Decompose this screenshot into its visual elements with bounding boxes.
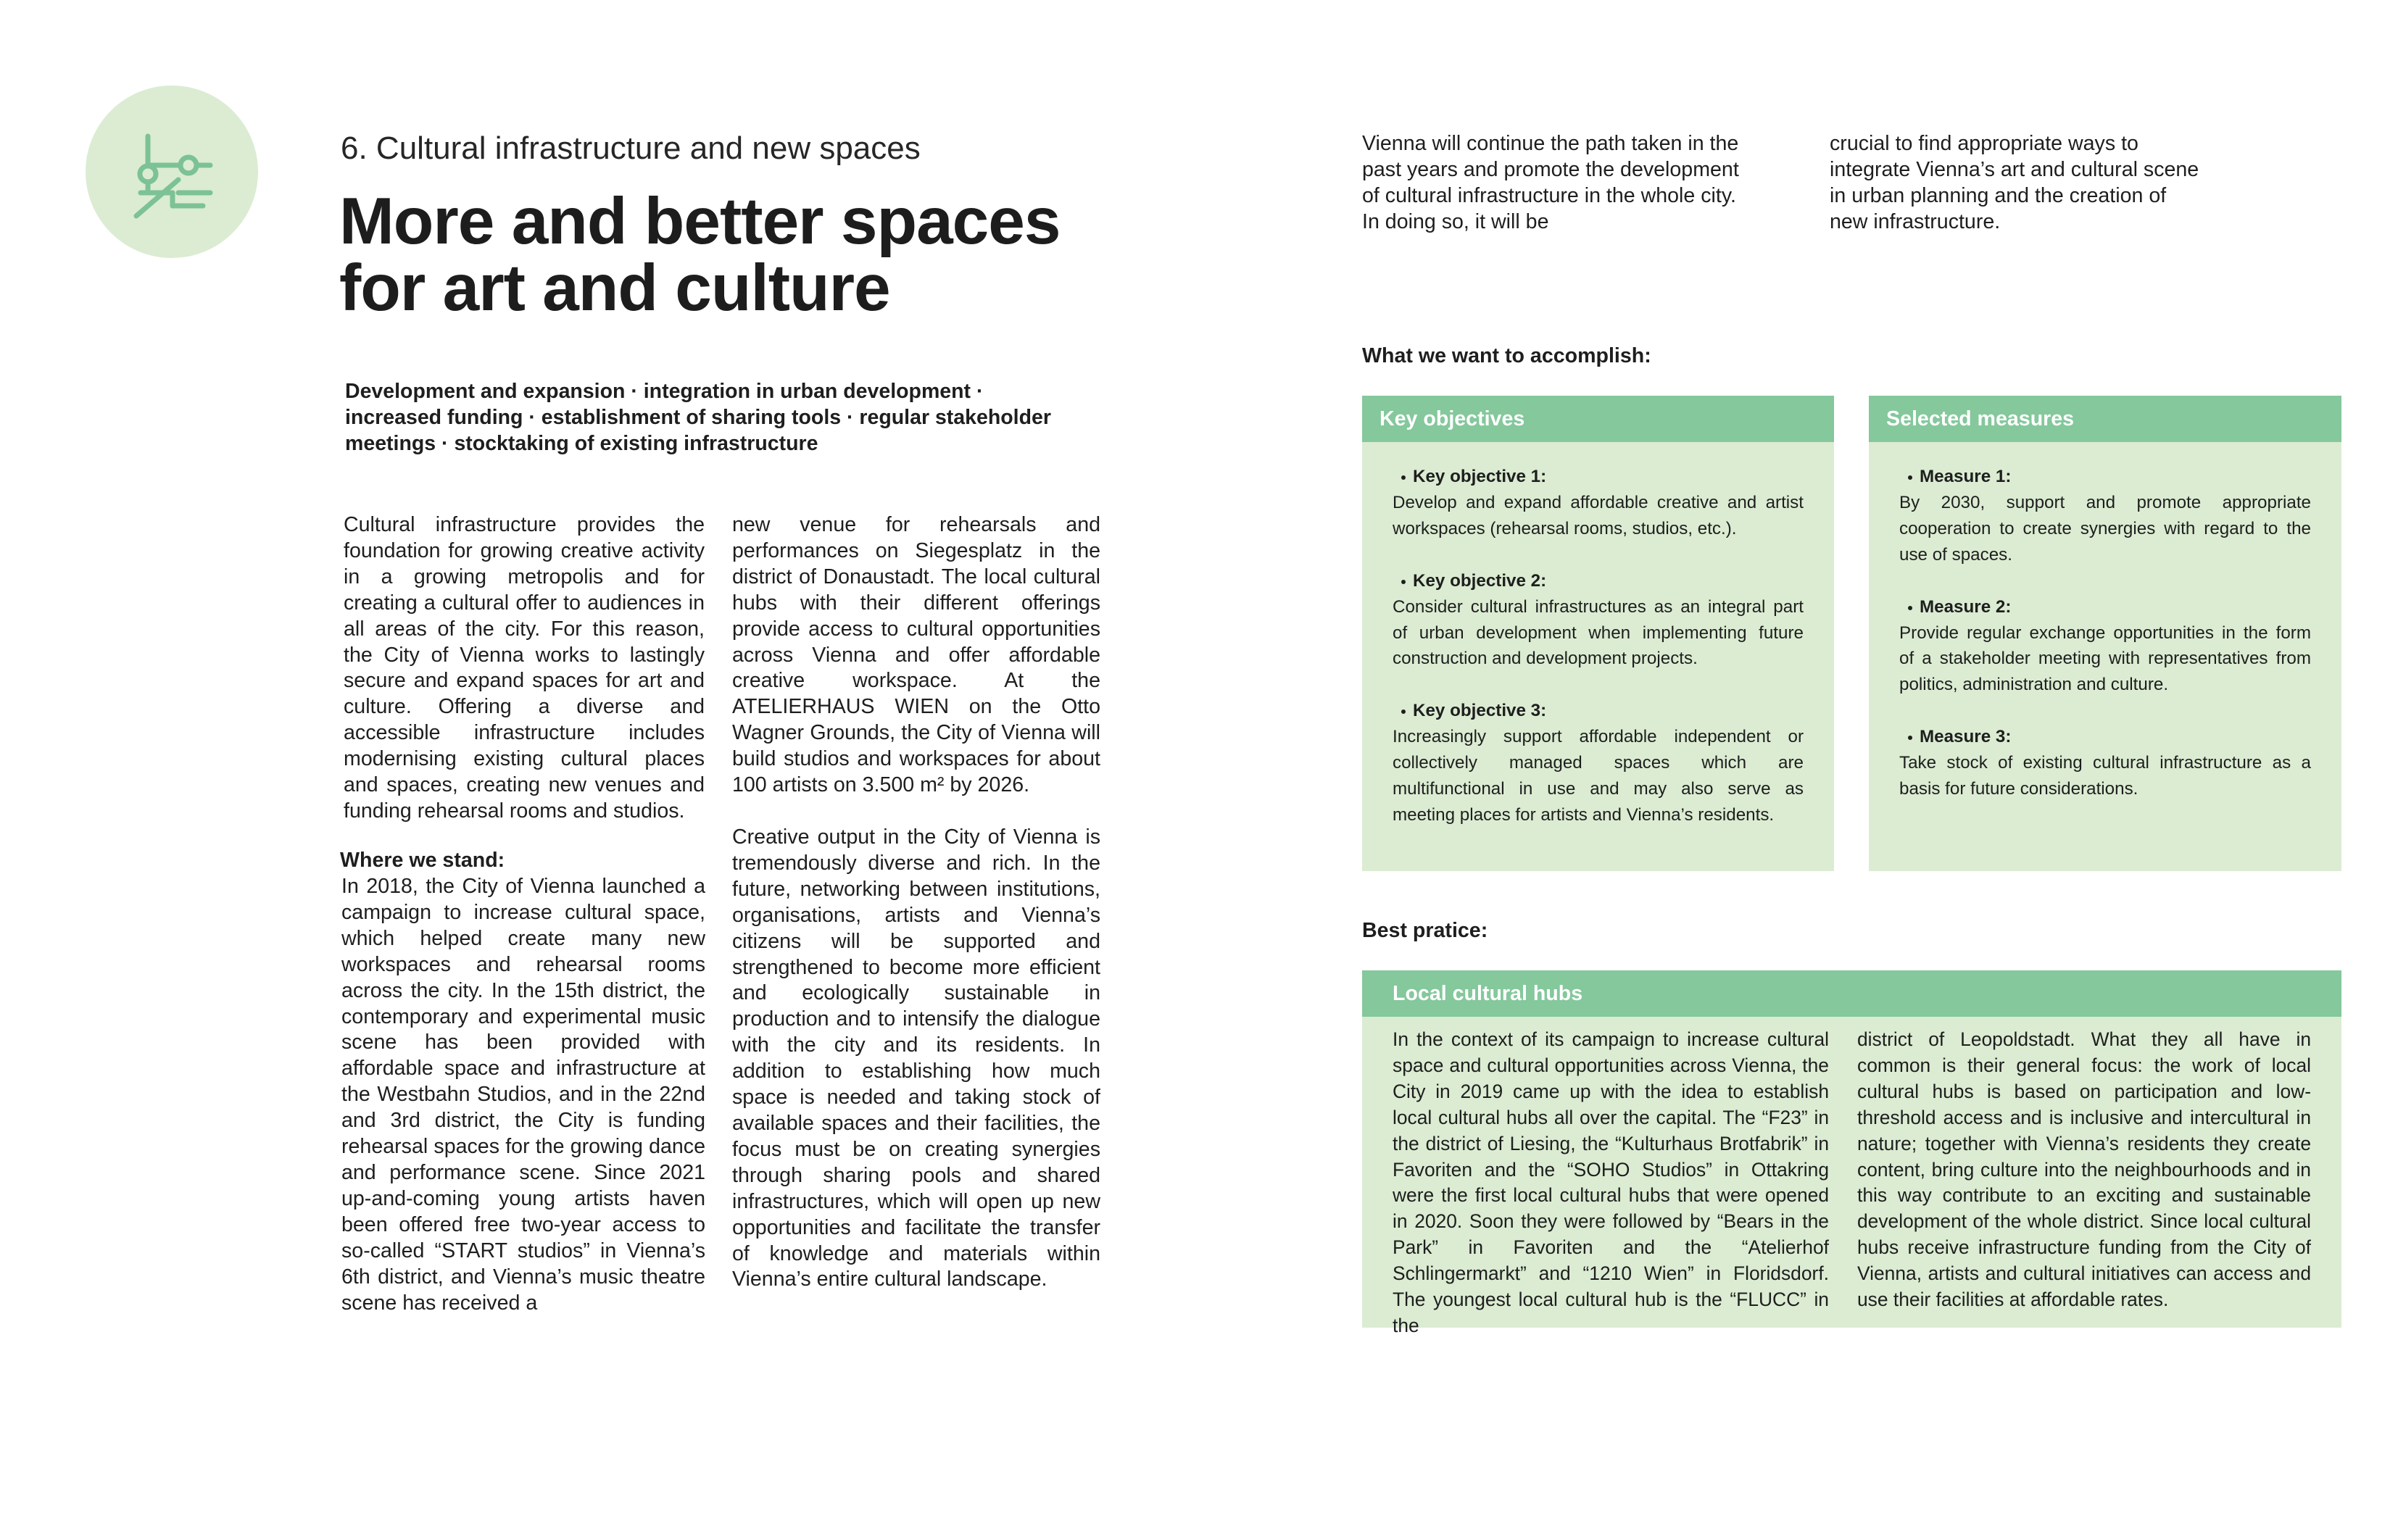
list-item (1899, 724, 2311, 802)
best-practice-title: Local cultural hubs (1362, 970, 2341, 1017)
objective-label: Key objective 1: (1393, 464, 1804, 490)
key-objectives-title: Key objectives (1362, 396, 1834, 442)
best-practice-col-2: district of Leopoldstadt. What they all have in common is their general focus: the work of local cultural hubs is based on participation and low-threshold access and is inclusive and intercultural in nature; together with Vienna’s residents they create content, bring culture into the neighbourhoods and in this way contribute to an exciting and sustainable development of the whole district. Since local cultural hubs receive infrastructure funding from the City of Vienna, artists and cultural initiatives can access and use their facilities at affordable rates. (1857, 1028, 2311, 1311)
list-item (1393, 698, 1804, 828)
measure-label: Measure 1: (1899, 464, 2311, 490)
list-item (1393, 568, 1804, 673)
key-objectives-box (1362, 396, 1834, 871)
selected-measures-title: Selected measures (1869, 396, 2341, 442)
list-item (1393, 464, 1804, 542)
keywords-summary: Development and expansion · integration in urban development · increased funding · establishment of sharing tools · regular stakeholder meetings · stocktaking of existing infrastructure (345, 380, 1051, 455)
body-paragraph-intro: Cultural infrastructure provides the foundation for growing creative activity in a growing metropolis and for creating a cultural offer to audiences in all areas of the city. For this reason, the City of Vienna works to lastingly secure and expand spaces for art and culture. Offering a diverse and accessible infrastructure includes modernising existing cultural places and spaces, creating new venues and funding rehearsal rooms and studios. (344, 513, 705, 823)
right-intro-col-1: Vienna will continue the path taken in the past years and promote the development of cultural infrastructure in the whole city. In doing so, it will be (1362, 132, 1739, 233)
headline-line-2: for art and culture (339, 251, 890, 325)
chapter-icon-badge (86, 86, 258, 258)
accomplish-heading: What we want to accomplish: (1362, 344, 1651, 367)
network-nodes-icon (122, 122, 222, 222)
body-paragraph-where-we-stand: In 2018, the City of Vienna launched a campaign to increase cultural space, which helped create many new workspaces and rehearsal rooms across the city. In the 15th district, the contemporary and experimental music scene has been provided with affordable space and infrastructure at the Westbahn Studios, and in the 22nd and 3rd district, the City is funding rehearsal spaces for the growing dance and performance scene. Since 2021 up-and-coming young artists haven been offered free two-year access to so-called “START studios” in Vienna’s 6th district, and Vienna’s music theatre scene has received a (341, 875, 705, 1315)
where-we-stand-heading: Where we stand: (340, 849, 505, 872)
page-headline (339, 185, 1137, 325)
objective-text: Increasingly support affordable independent or collectively managed spaces which are multifunctional in use and may also serve as meeting places for artists and Vienna’s residents. (1393, 727, 1804, 825)
measure-label: Measure 3: (1899, 724, 2311, 750)
selected-measures-box (1869, 396, 2341, 871)
headline-line-1: More and better spaces (339, 185, 1061, 258)
objective-label: Key objective 3: (1393, 698, 1804, 724)
selected-measures-list (1869, 442, 2341, 802)
objective-text: Consider cultural infrastructures as an integral part of urban development when implementing future construction and development projects. (1393, 596, 1804, 669)
objective-text: Develop and expand affordable creative and artist workspaces (rehearsal rooms, studios, etc.). (1393, 492, 1804, 538)
objective-label: Key objective 2: (1393, 568, 1804, 594)
measure-text: By 2030, support and promote appropriate cooperation to create synergies with regard to the use of spaces. (1899, 492, 2311, 565)
measure-label: Measure 2: (1899, 594, 2311, 620)
body-paragraph-venues: new venue for rehearsals and performances on Siegesplatz in the district of Donaustadt. The local cultural hubs with their different offerings provide access to cultural opportunities across Vienna and offer affordable creative workspace. At the ATELIERHAUS WIEN on the Otto Wagner Grounds, the City of Vienna will build studios and workspaces for about 100 artists on 3.500 m² by 2026. (732, 513, 1100, 797)
right-intro-col-2: crucial to find appropriate ways to integrate Vienna’s art and cultural scene in urban planning and the creation of new infrastructure. (1830, 132, 2199, 233)
list-item (1899, 464, 2311, 568)
measure-text: Take stock of existing cultural infrastructure as a basis for future considerations. (1899, 753, 2311, 799)
best-practice-heading: Best pratice: (1362, 919, 1488, 942)
list-item (1899, 594, 2311, 699)
best-practice-col-1: In the context of its campaign to increase cultural space and cultural opportunities across Vienna, the City in 2019 came up with the idea to establish local cultural hubs all over the capital. The “F23” in the district of Liesing, the “Kulturhaus Brotfabrik” in Favoriten and the “SOHO Studios” in Ottakring were the first local cultural hubs that were opened in 2020. Soon they were followed by “Bears in the Park” in Favoriten and the “Atelierhof Schlingermarkt” and “1210 Wien” in Floridsdorf. The youngest local cultural hub is the “FLUCC” in the (1393, 1028, 1829, 1336)
measure-text: Provide regular exchange opportunities in the form of a stakeholder meeting with representatives from politics, administration and culture. (1899, 623, 2311, 695)
body-paragraph-creative-output: Creative output in the City of Vienna is tremendously diverse and rich. In the future, networking between institutions, organisations, artists and Vienna’s citizens will be supported and strengthened to become more efficient and ecologically sustainable in production and to intensify the dialogue with the city and its residents. In addition to establishing how much space is needed and taking stock of available spaces and their facilities, the focus must be on creating synergies through sharing pools and shared infrastructures, which will open up new opportunities and facilitate the transfer of knowledge and materials within Vienna’s entire cultural landscape. (732, 825, 1100, 1291)
chapter-title: 6. Cultural infrastructure and new spaces (341, 130, 921, 166)
key-objectives-list (1362, 442, 1834, 828)
best-practice-box (1362, 970, 2341, 1336)
